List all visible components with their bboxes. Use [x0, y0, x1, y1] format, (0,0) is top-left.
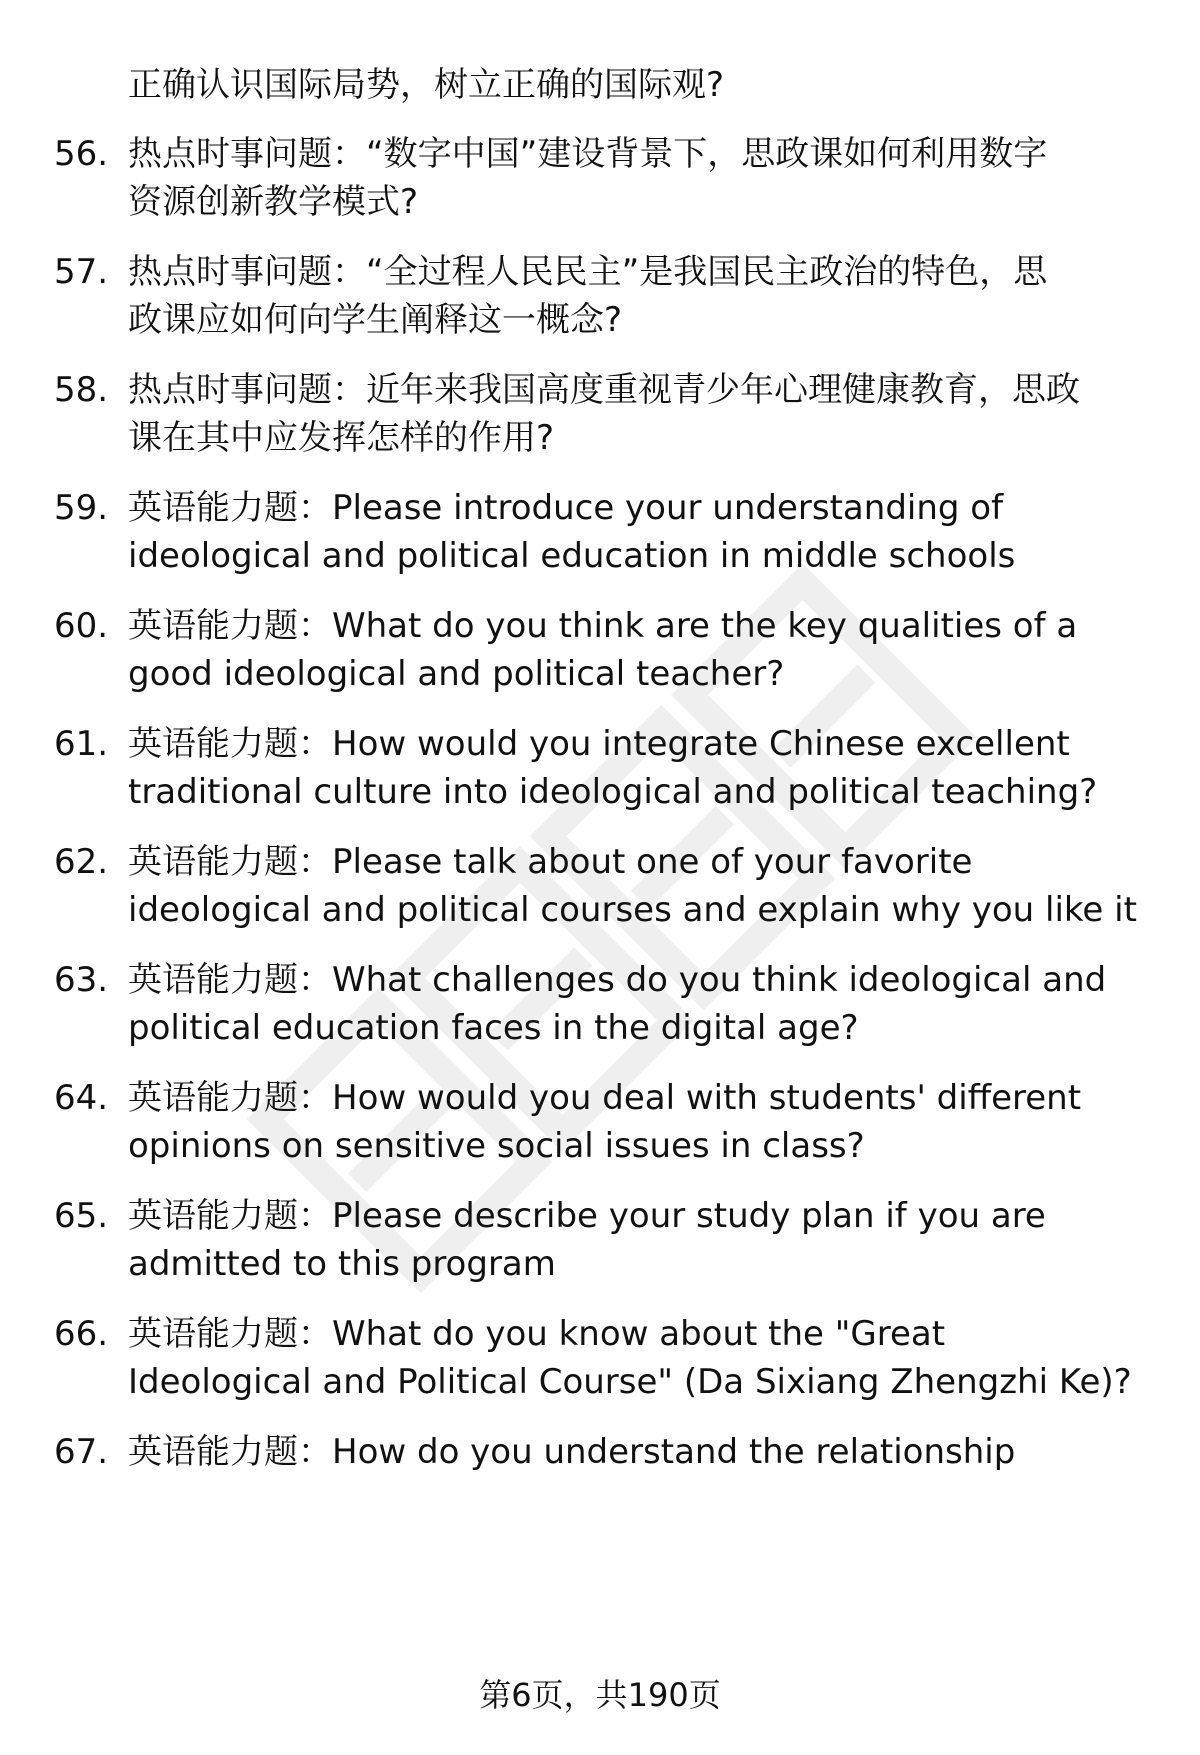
- question-number: 56.: [54, 134, 109, 174]
- question-text: [128, 956, 1148, 1052]
- text-line: 英语能力题：Please introduce your understanding of: [128, 488, 1004, 528]
- text-line: 英语能力题：Please talk about one of your favorite: [128, 842, 973, 882]
- text-line: 政课应如何向学生阐释这一概念?: [128, 300, 623, 340]
- question-text: [128, 720, 1148, 816]
- text-line: traditional culture into ideological and political teaching?: [128, 772, 1098, 812]
- text-line: 英语能力题：Please describe your study plan if you are: [128, 1196, 1046, 1236]
- text-line: ideological and political courses and explain why you like it: [128, 890, 1137, 930]
- text-line: political education faces in the digital age?: [128, 1008, 859, 1048]
- question-text: [128, 366, 1148, 462]
- question-text: [128, 484, 1148, 580]
- question-text: [128, 130, 1148, 226]
- question-text: [128, 1192, 1148, 1288]
- question-number: 66.: [54, 1314, 109, 1354]
- text-line: 正确认识国际局势，树立正确的国际观?: [128, 65, 725, 105]
- question-number: 67.: [54, 1432, 109, 1472]
- question-text: [128, 61, 1148, 109]
- text-line: 热点时事问题：“全过程人民民主”是我国民主政治的特色，思: [128, 252, 1048, 292]
- text-line: 英语能力题：What challenges do you think ideological and: [128, 960, 1107, 1000]
- text-line: opinions on sensitive social issues in class?: [128, 1126, 865, 1166]
- text-line: 英语能力题：How would you integrate Chinese excellent: [128, 724, 1070, 764]
- question-text: [128, 1428, 1148, 1476]
- text-line: 热点时事问题：“数字中国”建设背景下，思政课如何利用数字: [128, 134, 1048, 174]
- question-text: [128, 1310, 1148, 1406]
- question-number: 60.: [54, 606, 109, 646]
- text-line: 热点时事问题：近年来我国高度重视青少年心理健康教育，思政: [128, 370, 1080, 410]
- question-number: 62.: [54, 842, 109, 882]
- question-number: 57.: [54, 252, 109, 292]
- question-number: 58.: [54, 370, 109, 410]
- question-text: [128, 1074, 1148, 1170]
- page-number-footer: 第6页，共190页: [479, 1676, 721, 1714]
- text-line: 英语能力题：How would you deal with students' different: [128, 1078, 1082, 1118]
- text-line: 英语能力题：What do you know about the "Great: [128, 1314, 946, 1354]
- question-number: 59.: [54, 488, 109, 528]
- question-text: [128, 248, 1148, 344]
- text-line: 资源创新教学模式?: [128, 182, 419, 222]
- text-line: good ideological and political teacher?: [128, 654, 785, 694]
- question-number: 65.: [54, 1196, 109, 1236]
- question-text: [128, 602, 1148, 698]
- question-text: [128, 838, 1148, 934]
- question-number: 61.: [54, 724, 109, 764]
- text-line: 课在其中应发挥怎样的作用?: [128, 418, 555, 458]
- text-line: 英语能力题：What do you think are the key qualities of a: [128, 606, 1078, 646]
- text-line: admitted to this program: [128, 1244, 556, 1284]
- question-number: 63.: [54, 960, 109, 1000]
- question-number: 64.: [54, 1078, 109, 1118]
- text-line: 英语能力题：How do you understand the relationship: [128, 1432, 1016, 1472]
- text-line: ideological and political education in middle schools: [128, 536, 1016, 576]
- text-line: Ideological and Political Course" (Da Sixiang Zhengzhi Ke)?: [128, 1362, 1132, 1402]
